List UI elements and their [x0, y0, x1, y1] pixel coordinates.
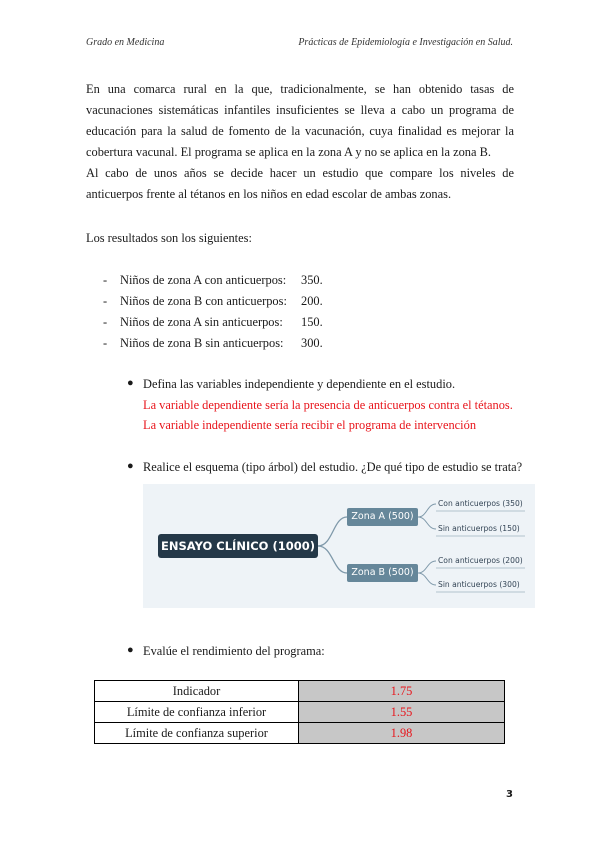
- intro-paragraph-1: En una comarca rural en la que, tradicionalmente, se han obtenido tasas de vacunaciones sistemáticas infantiles insuficientes se lleva a cabo un programa de educación para la salud de fomento de la vacunación, cuya finalidad es mejorar la cobertura vacunal. El programa se aplica en la zona A y no se aplica en la zona B.: [86, 82, 514, 159]
- connector-zone-a-with: [418, 504, 436, 517]
- zone-b-node: Zona B (500): [347, 564, 418, 582]
- intro-paragraph-2: Al cabo de unos años se decide hacer un estudio que compare los niveles de anticuerpos frente al tétanos en los niños en edad escolar de ambas zonas.: [86, 166, 514, 201]
- study-tree-diagram: [143, 484, 535, 608]
- leaf-b-without-antibodies: Sin anticuerpos (300): [438, 580, 520, 589]
- dash-marker: -: [103, 315, 108, 329]
- result-value: 350.: [301, 273, 323, 287]
- table-row: [95, 723, 505, 744]
- bullet-icon: ●: [127, 644, 134, 656]
- table-label: Indicador: [95, 681, 299, 702]
- table-label: Límite de confianza superior: [95, 723, 299, 744]
- answer-independent-variable: La variable independiente sería recibir el programa de intervención: [143, 418, 477, 432]
- answer-dependent-variable: La variable dependiente sería la presencia de anticuerpos contra el tétanos.: [143, 398, 513, 412]
- dash-marker: -: [103, 336, 108, 350]
- leaf-b-with-antibodies: Con anticuerpos (200): [438, 556, 523, 565]
- table-label: Límite de confianza inferior: [95, 702, 299, 723]
- connector-root-zone-a: [318, 517, 347, 546]
- question-3: Evalúe el rendimiento del programa:: [143, 644, 325, 658]
- connector-zone-a-without: [418, 517, 436, 529]
- result-value: 300.: [301, 336, 323, 350]
- dash-marker: -: [103, 294, 108, 308]
- result-label: Niños de zona A sin anticuerpos:: [120, 315, 283, 329]
- page-number: 3: [506, 789, 513, 800]
- result-value: 200.: [301, 294, 323, 308]
- result-label: Niños de zona B sin anticuerpos:: [120, 336, 284, 350]
- table-value: 1.98: [299, 723, 505, 744]
- header-right: Prácticas de Epidemiología e Investigación en Salud.: [298, 37, 513, 48]
- question-2: Realice el esquema (tipo árbol) del estudio. ¿De qué tipo de estudio se trata?: [143, 460, 523, 474]
- table-value: 1.55: [299, 702, 505, 723]
- connector-root-zone-b: [318, 546, 347, 573]
- root-node: ENSAYO CLÍNICO (1000): [158, 534, 318, 558]
- result-label: Niños de zona B con anticuerpos:: [120, 294, 287, 308]
- leaf-a-with-antibodies: Con anticuerpos (350): [438, 499, 523, 508]
- table-value: 1.75: [299, 681, 505, 702]
- bullet-icon: ●: [127, 460, 134, 472]
- table-row: [95, 681, 505, 702]
- leaf-a-without-antibodies: Sin anticuerpos (150): [438, 524, 520, 533]
- header-left: Grado en Medicina: [86, 37, 165, 48]
- results-table: [94, 680, 505, 744]
- connector-zone-b-without: [418, 573, 436, 585]
- zone-a-node: Zona A (500): [347, 508, 418, 526]
- dash-marker: -: [103, 273, 108, 287]
- result-value: 150.: [301, 315, 323, 329]
- bullet-icon: ●: [127, 377, 134, 389]
- question-1: Defina las variables independiente y dependiente en el estudio.: [143, 377, 456, 391]
- connector-zone-b-with: [418, 561, 436, 573]
- results-intro: Los resultados son los siguientes:: [86, 231, 252, 245]
- result-label: Niños de zona A con anticuerpos:: [120, 273, 287, 287]
- table-row: [95, 702, 505, 723]
